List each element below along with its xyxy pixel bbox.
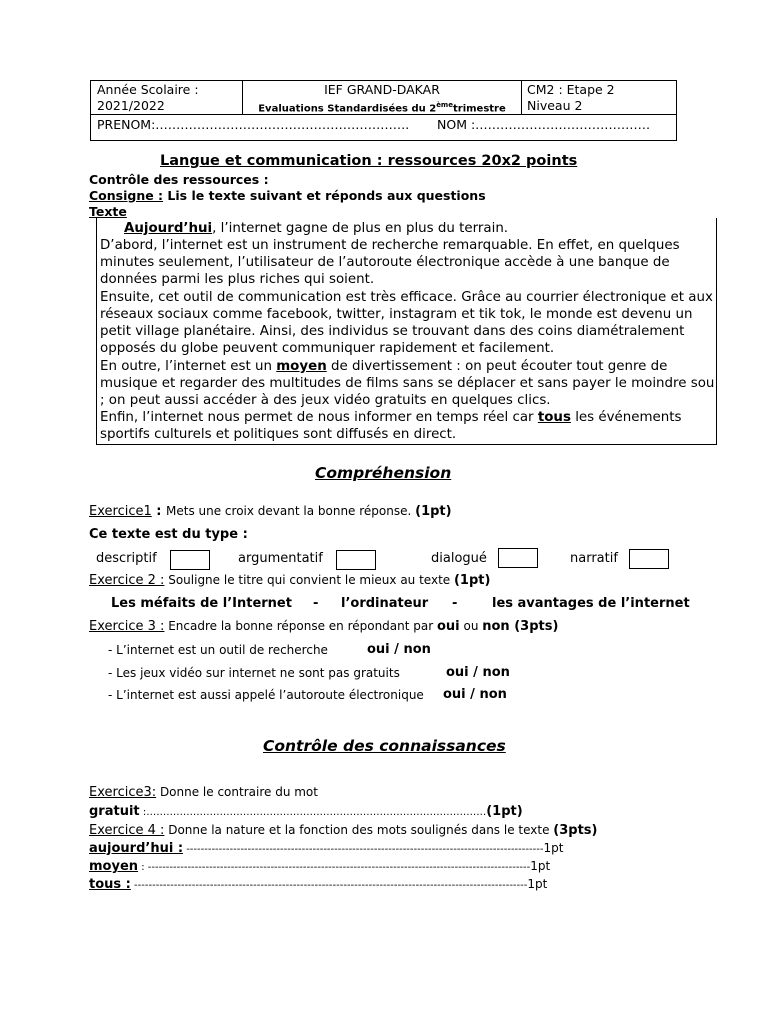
- consigne: Consigne : Lis le texte suivant et réponds aux questions: [89, 188, 486, 203]
- school-year-label: Année Scolaire :: [97, 82, 199, 97]
- header-divider: [521, 81, 522, 115]
- exercise-4-heading: Exercice 4 : Donne la nature et la fonction des mots soulignés dans le texte (3pts): [89, 823, 598, 838]
- underlined-word-moyen: moyen: [276, 359, 327, 374]
- option-narratif: narratif: [570, 551, 618, 566]
- evaluation-title: Evaluations Standardisées du 2èmetrimestre: [258, 101, 506, 115]
- statement-2: - Les jeux vidéo sur internet ne sont pas gratuits: [108, 666, 400, 680]
- comprehension-title: Compréhension: [315, 464, 452, 482]
- dash: -: [313, 596, 319, 611]
- exercise-1-heading: Exercice1 : Mets une croix devant la bonne réponse. (1pt): [89, 504, 452, 519]
- answer-oui-non[interactable]: oui / non: [367, 642, 431, 657]
- checkbox-dialogue[interactable]: [498, 548, 538, 568]
- class-level: Niveau 2: [527, 98, 583, 113]
- section-label-resources: Contrôle des ressources :: [89, 172, 269, 187]
- text-line: Aujourd’hui, l’internet gagne de plus en plus du terrain.: [124, 221, 509, 236]
- exercise-3-heading: Exercice 3 : Encadre la bonne réponse en répondant par oui ou non (3pts): [89, 619, 559, 634]
- prenom-field: PRENOM:…………………………………………………….: [97, 117, 410, 132]
- connaissances-title: Contrôle des connaissances: [263, 737, 506, 755]
- option-dialogue: dialogué: [431, 551, 487, 566]
- answer-line-aujourdhui[interactable]: aujourd’hui : ---------------------------------------------------------------------------------------------------1pt: [89, 841, 564, 856]
- text-line: données parmi les plus riches qui soient.: [100, 272, 375, 287]
- title-option-3: les avantages de l’internet: [492, 596, 690, 611]
- texte-label: Texte: [89, 204, 127, 219]
- title-option-1: Les méfaits de l’Internet: [111, 596, 292, 611]
- answer-oui-non[interactable]: oui / non: [446, 665, 510, 680]
- checkbox-descriptif[interactable]: [170, 550, 210, 570]
- exercise-2-heading: Exercice 2 : Souligne le titre qui convient le mieux au texte (1pt): [89, 573, 491, 588]
- checkbox-narratif[interactable]: [629, 549, 669, 569]
- text-line: Ensuite, cet outil de communication est très efficace. Grâce au courrier électronique et aux: [100, 290, 713, 305]
- checkbox-argumentatif[interactable]: [336, 550, 376, 570]
- text-line: Enfin, l’internet nous permet de nous informer en temps réel car tous les événements: [100, 410, 682, 425]
- text-line: minutes seulement, l’utilisateur de l’autoroute électronique accède à une banque de: [100, 255, 670, 270]
- text-line: petit village planétaire. Ainsi, des individus se trouvant dans des coins diamétralement: [100, 324, 685, 339]
- answer-oui-non[interactable]: oui / non: [443, 687, 507, 702]
- text-line: ; on peut aussi accéder à des jeux vidéo gratuits en quelques clics.: [100, 393, 551, 408]
- option-argumentatif: argumentatif: [238, 551, 323, 566]
- school-year-value: 2021/2022: [97, 98, 165, 113]
- exercise-1-question: Ce texte est du type :: [89, 527, 248, 542]
- statement-3: - L’internet est aussi appelé l’autoroute électronique: [108, 688, 424, 702]
- underlined-word-aujourdhui: Aujourd’hui: [124, 221, 213, 236]
- text-line: sportifs culturels et politiques sont diffusés en direct.: [100, 427, 457, 442]
- underlined-word-tous: tous: [537, 410, 571, 425]
- main-title: Langue et communication : ressources 20x2 points: [160, 153, 578, 169]
- statement-1: - L’internet est un outil de recherche: [108, 643, 328, 657]
- text-line: musique et regarder des multitudes de films sans se déplacer et sans payer le moindre sou: [100, 376, 715, 391]
- answer-line-moyen[interactable]: moyen : ----------------------------------------------------------------------------------------------------------1pt: [89, 859, 551, 874]
- dash: -: [452, 596, 458, 611]
- text-line: opposés du globe peuvent communiquer rapidement et facilement.: [100, 341, 555, 356]
- option-descriptif: descriptif: [96, 551, 157, 566]
- exercise-3b-answer-line[interactable]: gratuit :…………………………………………………………………………………………(1pt): [89, 804, 523, 819]
- nom-field: NOM :……………………………………: [437, 117, 651, 132]
- header-table: [90, 80, 677, 141]
- class-step: CM2 : Etape 2: [527, 82, 615, 97]
- text-line: En outre, l’internet est un moyen de divertissement : on peut écouter tout genre de: [100, 359, 668, 374]
- text-line: réseaux sociaux comme facebook, twitter, instagram et tik tok, le monde est devenu un: [100, 307, 693, 322]
- ief-name: IEF GRAND-DAKAR: [324, 82, 440, 97]
- exercise-3b-heading: Exercice3: Donne le contraire du mot: [89, 785, 318, 800]
- title-option-2: l’ordinateur: [341, 596, 429, 611]
- text-line: D’abord, l’internet est un instrument de recherche remarquable. En effet, en quelques: [100, 238, 680, 253]
- answer-line-tous[interactable]: tous : -------------------------------------------------------------------------------------------------------------1pt: [89, 877, 548, 892]
